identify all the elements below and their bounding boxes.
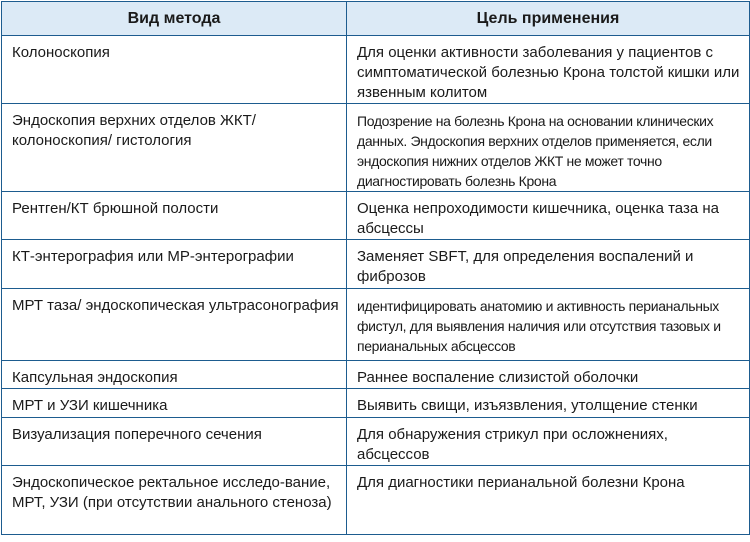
methods-table xyxy=(1,1,750,535)
method-cell: Колоноскопия xyxy=(2,36,347,104)
method-cell: Эндоскопическое ректальное исследо-вание, МРТ, УЗИ (при отсутствии анального стеноза) xyxy=(2,466,347,535)
purpose-cell: Заменяет SBFT, для определения воспалений и фиброзов xyxy=(347,240,750,289)
purpose-cell: Подозрение на болезнь Крона на основании клинических данных. Эндоскопия верхних отделов применяется, если эндоскопия нижних отделов ЖКТ не может точно диагностировать болезнь Крона xyxy=(347,104,750,192)
table-row xyxy=(2,418,750,466)
purpose-cell: идентифицировать анатомию и активность перианальных фистул, для выявления наличия или отсутствия тазовых и перианальных абсцессов xyxy=(347,289,750,361)
table-header-row xyxy=(2,2,750,36)
column-header-purpose: Цель применения xyxy=(347,2,750,36)
purpose-cell: Раннее воспаление слизистой оболочки xyxy=(347,361,750,389)
table-row xyxy=(2,104,750,192)
purpose-cell: Для диагностики перианальной болезни Крона xyxy=(347,466,750,535)
method-cell: МРТ и УЗИ кишечника xyxy=(2,389,347,418)
purpose-cell: Оценка непроходимости кишечника, оценка таза на абсцессы xyxy=(347,192,750,240)
table-row xyxy=(2,389,750,418)
method-cell: МРТ таза/ эндоскопическая ультрасонография xyxy=(2,289,347,361)
method-cell: Эндоскопия верхних отделов ЖКТ/ колоноскопия/ гистология xyxy=(2,104,347,192)
table-row xyxy=(2,361,750,389)
table-row xyxy=(2,240,750,289)
purpose-cell: Для обнаружения стрикул при осложнениях, абсцессов xyxy=(347,418,750,466)
table-row xyxy=(2,192,750,240)
purpose-cell: Для оценки активности заболевания у пациентов с симптоматической болезнью Крона толстой кишки или язвенным колитом xyxy=(347,36,750,104)
method-cell: Капсульная эндоскопия xyxy=(2,361,347,389)
table-row xyxy=(2,36,750,104)
method-cell: КТ-энтерография или МР-энтерографии xyxy=(2,240,347,289)
method-cell: Рентген/КТ брюшной полости xyxy=(2,192,347,240)
table-row xyxy=(2,466,750,535)
table-row xyxy=(2,289,750,361)
column-header-method: Вид метода xyxy=(2,2,347,36)
method-cell: Визуализация поперечного сечения xyxy=(2,418,347,466)
purpose-cell: Выявить свищи, изъязвления, утолщение стенки xyxy=(347,389,750,418)
